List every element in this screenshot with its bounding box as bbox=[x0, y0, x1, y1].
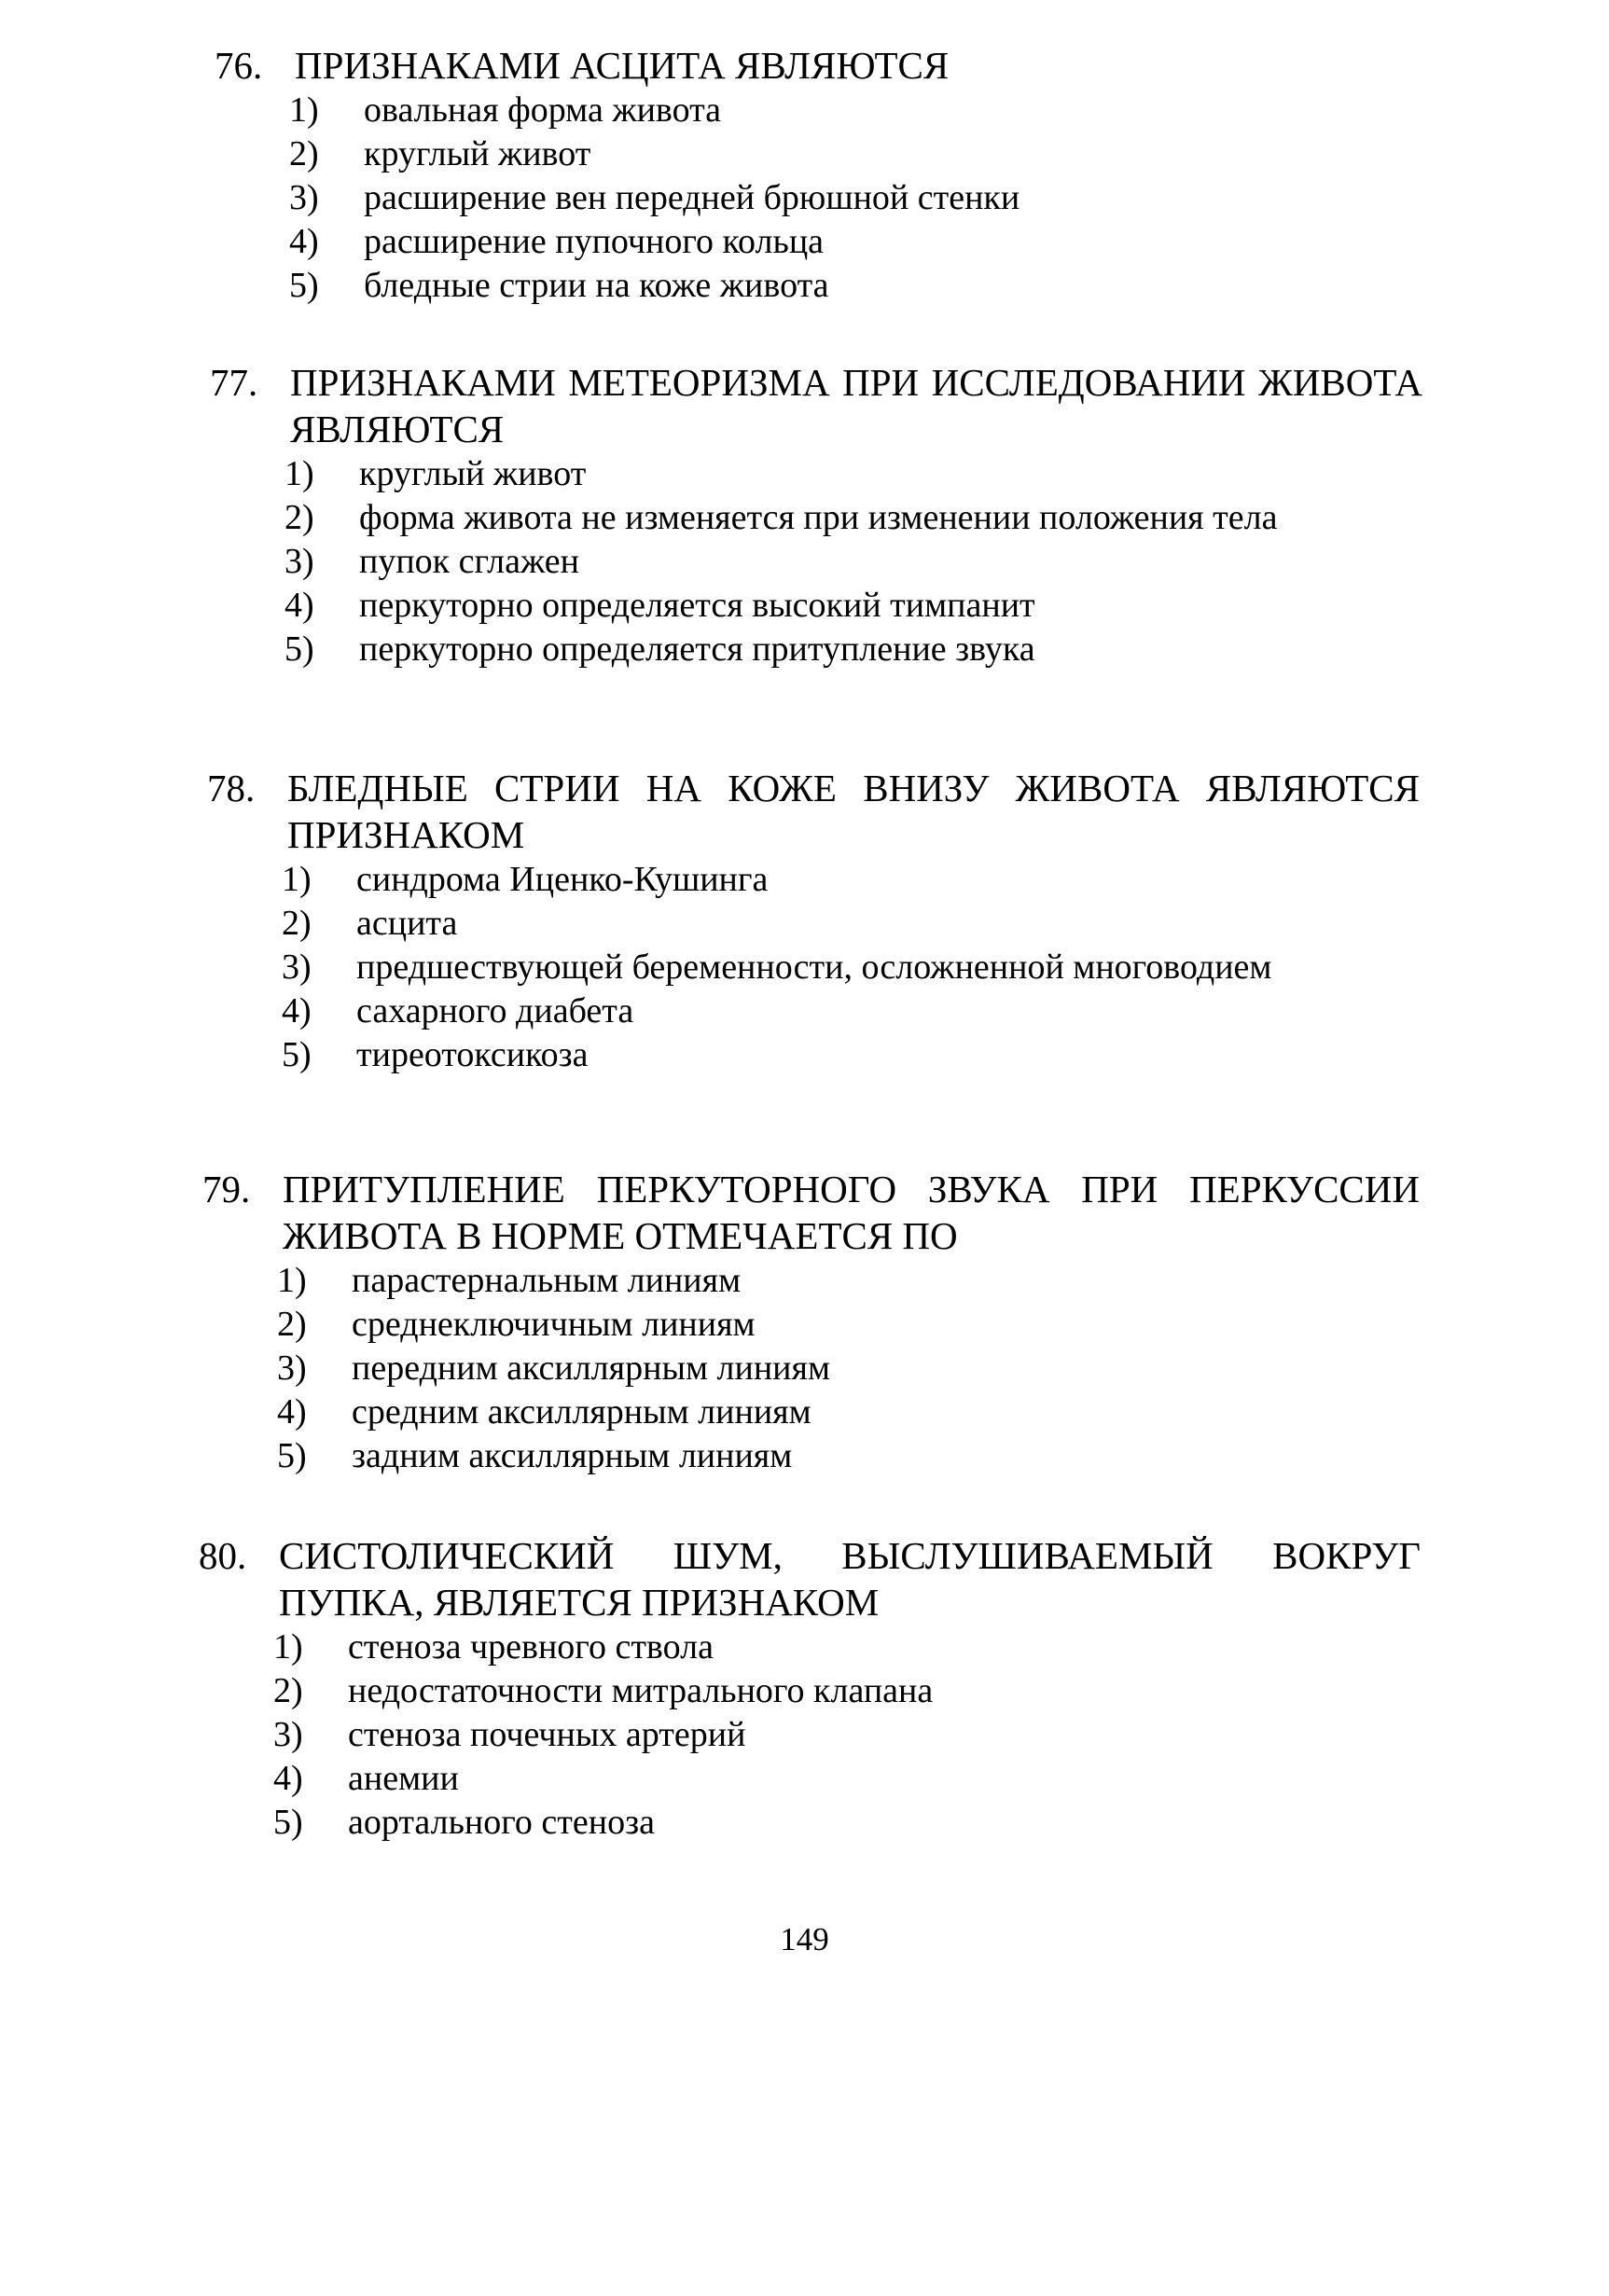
question-number: 79. bbox=[202, 1168, 251, 1210]
answer-option bbox=[282, 946, 1420, 989]
option-text: пупок сглажен bbox=[359, 542, 579, 581]
answer-option bbox=[277, 1390, 1420, 1434]
answer-option bbox=[282, 902, 1420, 946]
option-text: синдрома Иценко-Кушинга bbox=[356, 860, 769, 899]
answer-option bbox=[289, 89, 1422, 132]
answer-options bbox=[289, 89, 1422, 308]
option-number: 2) bbox=[289, 134, 319, 173]
option-number: 1) bbox=[284, 454, 314, 493]
question-title: ПРИЗНАКАМИ АСЦИТА ЯВЛЯЮТСЯ bbox=[295, 44, 950, 87]
answer-option bbox=[273, 1669, 1421, 1713]
option-text: расширение пупочного кольца bbox=[364, 222, 825, 261]
answer-options bbox=[277, 1259, 1420, 1478]
question-title: СИСТОЛИЧЕСКИЙ ШУМ, ВЫСЛУШИВАЕМЫЙ ВОКРУГ ПУПКА, ЯВЛЯЕТСЯ ПРИЗНАКОМ bbox=[279, 1534, 1421, 1624]
question-title: ПРИЗНАКАМИ МЕТЕОРИЗМА ПРИ ИССЛЕДОВАНИИ ЖИВОТА ЯВЛЯЮТСЯ bbox=[290, 361, 1422, 450]
answer-option bbox=[284, 628, 1422, 671]
option-number: 3) bbox=[273, 1715, 303, 1754]
answer-option bbox=[277, 1259, 1420, 1303]
option-number: 5) bbox=[284, 629, 314, 669]
question-76 bbox=[215, 42, 1422, 308]
page-number: 149 bbox=[780, 1921, 829, 1957]
question-heading bbox=[202, 1166, 1420, 1259]
option-number: 1) bbox=[273, 1627, 303, 1667]
option-number: 4) bbox=[284, 586, 314, 625]
question-heading bbox=[215, 42, 1422, 89]
option-text: перкуторно определяется высокий тимпанит bbox=[359, 586, 1035, 625]
answer-options bbox=[282, 858, 1420, 1077]
question-title: ПРИТУПЛЕНИЕ ПЕРКУТОРНОГО ЗВУКА ПРИ ПЕРКУССИИ ЖИВОТА В НОРМЕ ОТМЕЧАЕТСЯ ПО bbox=[283, 1168, 1420, 1257]
option-text: расширение вен передней брюшной стенки bbox=[364, 178, 1020, 217]
option-number: 5) bbox=[282, 1035, 312, 1074]
option-number: 3) bbox=[289, 178, 319, 217]
question-80 bbox=[199, 1532, 1421, 1845]
answer-option bbox=[273, 1625, 1421, 1669]
option-text: стеноза чревного ствола bbox=[348, 1627, 714, 1667]
option-number: 3) bbox=[284, 542, 314, 581]
option-text: асцита bbox=[356, 904, 458, 943]
option-text: аортального стеноза bbox=[348, 1803, 655, 1842]
answer-option bbox=[289, 132, 1422, 176]
answer-option bbox=[273, 1757, 1421, 1801]
answer-option bbox=[282, 1033, 1420, 1077]
question-heading bbox=[199, 1532, 1421, 1625]
option-text: бледные стрии на коже живота bbox=[364, 266, 829, 305]
option-text: круглый живот bbox=[364, 134, 591, 173]
answer-options bbox=[284, 452, 1422, 671]
answer-option bbox=[289, 176, 1422, 220]
option-text: предшествующей беременности, осложненной многоводием bbox=[356, 947, 1272, 987]
answer-option bbox=[277, 1347, 1420, 1390]
option-text: средним аксиллярным линиям bbox=[352, 1392, 811, 1432]
option-number: 5) bbox=[277, 1436, 307, 1475]
option-number: 1) bbox=[289, 90, 319, 130]
option-number: 3) bbox=[277, 1349, 307, 1388]
answer-option bbox=[284, 452, 1422, 496]
answer-option bbox=[284, 540, 1422, 584]
answer-option bbox=[277, 1434, 1420, 1478]
option-number: 1) bbox=[282, 860, 312, 899]
option-text: анемии bbox=[348, 1759, 459, 1798]
question-heading bbox=[210, 359, 1422, 452]
question-title: БЛЕДНЫЕ СТРИИ НА КОЖЕ ВНИЗУ ЖИВОТА ЯВЛЯЮТСЯ ПРИЗНАКОМ bbox=[287, 767, 1420, 856]
option-number: 5) bbox=[273, 1803, 303, 1842]
answer-option bbox=[289, 264, 1422, 308]
option-number: 3) bbox=[282, 947, 312, 987]
question-number: 80. bbox=[199, 1534, 247, 1577]
option-number: 1) bbox=[277, 1261, 307, 1300]
question-number: 76. bbox=[215, 44, 263, 87]
option-text: сахарного диабета bbox=[356, 991, 634, 1030]
option-number: 4) bbox=[273, 1759, 303, 1798]
question-79 bbox=[202, 1166, 1420, 1478]
answer-option bbox=[273, 1713, 1421, 1757]
question-heading bbox=[207, 765, 1420, 858]
answer-option bbox=[282, 858, 1420, 902]
option-text: недостаточности митрального клапана bbox=[348, 1671, 934, 1710]
answer-option bbox=[273, 1801, 1421, 1845]
option-text: перкуторно определяется притупление звука bbox=[359, 629, 1035, 669]
answer-option bbox=[284, 584, 1422, 628]
option-number: 2) bbox=[284, 498, 314, 537]
answer-option bbox=[282, 989, 1420, 1033]
question-77 bbox=[210, 359, 1422, 671]
answer-option bbox=[289, 220, 1422, 264]
option-number: 2) bbox=[282, 904, 312, 943]
question-78 bbox=[207, 765, 1420, 1077]
option-text: парастернальным линиям bbox=[352, 1261, 742, 1300]
option-text: круглый живот bbox=[359, 454, 587, 493]
answer-option bbox=[277, 1303, 1420, 1347]
option-text: передним аксиллярным линиям bbox=[352, 1349, 831, 1388]
question-number: 77. bbox=[210, 361, 258, 404]
option-text: стеноза почечных артерий bbox=[348, 1715, 746, 1754]
option-text: тиреотоксикоза bbox=[356, 1035, 589, 1074]
option-number: 4) bbox=[289, 222, 319, 261]
answer-option bbox=[284, 496, 1422, 540]
option-number: 5) bbox=[289, 266, 319, 305]
option-number: 4) bbox=[277, 1392, 307, 1432]
option-number: 2) bbox=[277, 1305, 307, 1344]
option-text: форма живота не изменяется при изменении положения тела bbox=[359, 498, 1278, 537]
option-text: среднеключичным линиям bbox=[352, 1305, 756, 1344]
option-number: 4) bbox=[282, 991, 312, 1030]
option-number: 2) bbox=[273, 1671, 303, 1710]
option-text: задним аксиллярным линиям bbox=[352, 1436, 793, 1475]
answer-options bbox=[273, 1625, 1421, 1845]
question-number: 78. bbox=[207, 767, 256, 809]
option-text: овальная форма живота bbox=[364, 90, 722, 130]
